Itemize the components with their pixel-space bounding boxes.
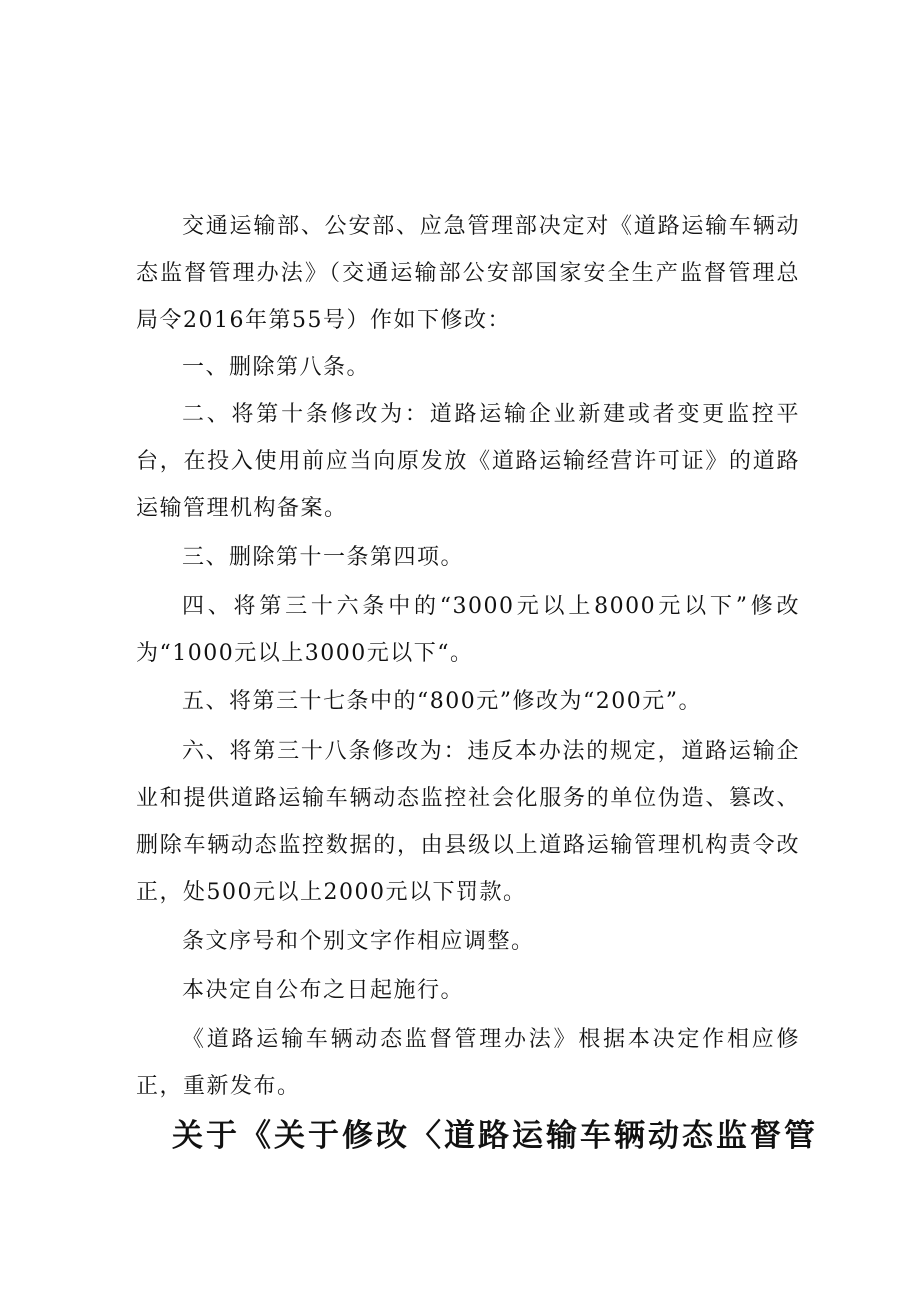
amendment-item-2: 二、将第十条修改为：道路运输企业新建或者变更监控平台，在投入使用前应当向原发放《道路运输经营许可证》的道路运输管理机构备案。	[136, 402, 800, 521]
amendment-item-4: 四、将第三十六条中的“3000元以上8000元以下”修改为“1000元以上3000元以下“。	[136, 594, 800, 666]
intro-paragraph: 交通运输部、公安部、应急管理部决定对《道路运输车辆动态监督管理办法》（交通运输部公安部国家安全生产监督管理总局令2016年第55号）作如下修改：	[136, 214, 800, 333]
section-heading: 关于《关于修改〈道路运输车辆动态监督管	[172, 1118, 818, 1154]
amendment-item-6: 六、将第三十八条修改为：违反本办法的规定，道路运输企业和提供道路运输车辆动态监控社会化服务的单位伪造、篡改、删除车辆动态监控数据的，由县级以上道路运输管理机构责令改正，处500元以上2000元以下罚款。	[136, 739, 800, 905]
effective-date-note: 本决定自公布之日起施行。	[182, 978, 465, 1003]
republish-note: 《道路运输车辆动态监督管理办法》根据本决定作相应修正，重新发布。	[136, 1027, 800, 1099]
amendment-item-5: 五、将第三十七条中的“800元”修改为“200元”。	[182, 689, 702, 714]
amendment-item-1: 一、删除第八条。	[182, 355, 371, 380]
renumbering-note: 条文序号和个别文字作相应调整。	[182, 929, 535, 954]
amendment-item-3: 三、删除第十一条第四项。	[182, 545, 465, 570]
